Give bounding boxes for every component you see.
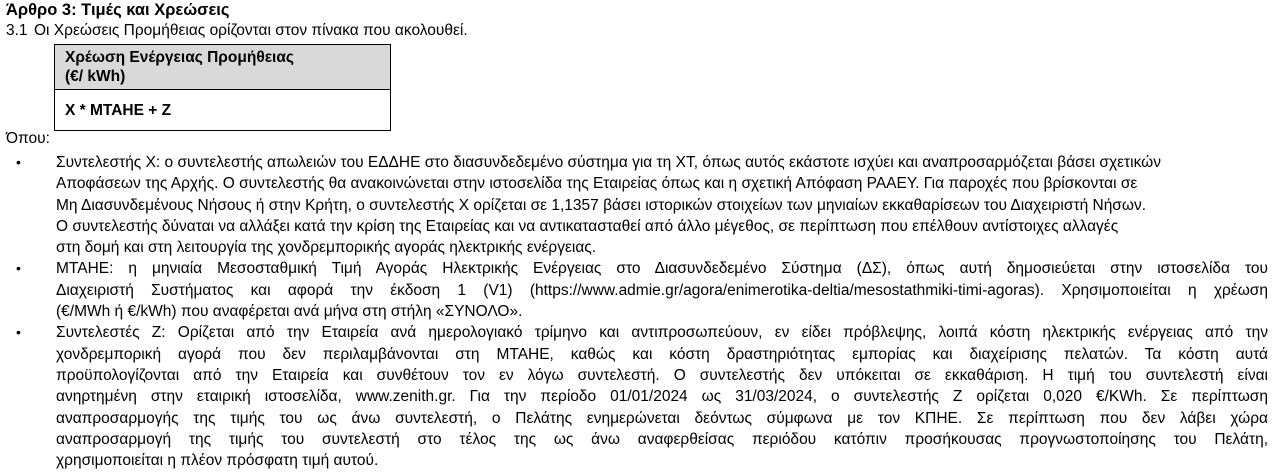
clause-text: Οι Χρεώσεις Προμήθειας ορίζονται στον πίνακα που ακολουθεί. xyxy=(34,22,468,39)
list-item-line: αναπροσαρμογή της τιμής του συντελεστή στο τέλος της ως άνω αναφερθείσας περιόδου κατόπιν προσήκουσας προγνωστοποίησης του Πελάτη, xyxy=(56,430,1268,448)
list-item xyxy=(0,258,1280,322)
clause-3-1 xyxy=(6,22,468,40)
clause-number: 3.1 xyxy=(6,22,28,39)
list-item-line: Ο συντελεστής δύναται να αλλάξει κατά την κρίση της Εταιρείας και να αντικατασταθεί από άλλο μέγεθος, σε περίπτωση που επέλθουν αντίστοιχες αλλαγές xyxy=(56,217,1119,235)
list-item-line: στη δομή και στη λειτουργία της χονδρεμπορικής αγοράς ηλεκτρικής ενέργειας. xyxy=(56,239,597,257)
list-item-line: Μη Διασυνδεμένους Νήσους ή στην Κρήτη, ο συντελεστής Χ ορίζεται σε 1,1357 βάσει ιστορικών στοιχείων των μηνιαίων εκκαθαρίσεων του Διαχειριστή Νήσων. xyxy=(56,196,1147,214)
list-item-line: χρησιμοποιείται η πλέον πρόσφατη τιμή αυτού. xyxy=(56,452,379,470)
bullet-icon: • xyxy=(16,324,21,341)
bullet-icon: • xyxy=(16,154,21,170)
list-item-line: Διαχειριστή Συστήματος και αφορά την έκδοση 1 (V1) (https://www.admie.gr/agora/enimerotika-deltia/mesostathmiki-timi-agoras). Χρησιμοποιείται η χρέωση xyxy=(56,281,1268,299)
list-item xyxy=(0,322,1280,471)
list-item-line: Αποφάσεων της Αρχής. Ο συντελεστής θα ανακοινώνεται στην ιστοσελίδα της Εταιρείας όπως και η σχετική Απόφαση ΡΑΑΕΥ. Για παροχές που βρίσκονται σε xyxy=(56,175,1138,193)
list-item-line: (€/MWh ή €/kWh) που αναφέρεται ανά μήνα στη στήλη «ΣΥΝΟΛΟ». xyxy=(56,303,523,321)
supply-charge-table xyxy=(54,44,391,131)
table-header-line1: Χρέωση Ενέργειας Προμήθειας xyxy=(65,49,294,66)
list-item-line: ανηρτημένη στην εταιρική ιστοσελίδα, www.zenith.gr. Για την περίοδο 01/01/2024 ως 31/03/2024, ο συντελεστής Ζ ορίζεται 0,020 €/KWh. Σε περίπτωση xyxy=(56,388,1268,406)
list-item-line: ΜΤΑΗΕ: η μηνιαία Μεσοσταθμική Τιμή Αγοράς Ηλεκτρικής Ενέργειας στο Διασυνδεδεμένο Σύστημα (ΔΣ), όπως αυτή δημοσιεύεται στην ιστοσελίδα του xyxy=(56,260,1268,278)
definitions-list xyxy=(0,152,1280,471)
list-item xyxy=(0,152,1280,258)
bullet-icon: • xyxy=(16,260,21,277)
article-heading: Άρθρο 3: Τιμές και Χρεώσεις xyxy=(6,1,230,19)
table-header-unit: (€/ kWh) xyxy=(65,68,126,85)
where-label: Όπου: xyxy=(6,130,50,147)
table-formula: X * ΜΤΑΗΕ + Ζ xyxy=(55,90,391,131)
list-item-line: προϋπολογίζονται από την Εταιρεία και συνθέτουν τον εν λόγω συντελεστή. Ο συντελεστής δεν υπόκειται σε εκκαθάριση. Η τιμή του συντελεστή είναι xyxy=(56,366,1268,384)
table-header xyxy=(55,45,391,90)
list-item-line: χονδρεμπορική αγορά που δεν περιλαμβάνονται στη ΜΤΑΗΕ, καθώς και κόστη δραστηριότητας εμπορίας και διαχείρισης πελατών. Τα κόστη αυτά xyxy=(56,345,1268,363)
list-item-line: Συντελεστής Χ: ο συντελεστής απωλειών του ΕΔΔΗΕ στο διασυνδεδεμένο σύστημα για τη ΧΤ, όπως αυτός εκάστοτε ισχύει και αναπροσαρμόζεται βάσει σχετικών xyxy=(56,154,1161,171)
list-item-line: αναπροσαρμογής της τιμής του ως άνω συντελεστή, ο Πελάτης ενημερώνεται δεόντως σύμφωνα με τον ΚΠΗΕ. Σε περίπτωση που δεν λάβει χώρα xyxy=(56,409,1268,427)
list-item-line: Συντελεστές Ζ: Ορίζεται από την Εταιρεία ανά ημερολογιακό τρίμηνο και αντιπροσωπεύουν, εν είδει πρόβλεψης, λοιπά κόστη ηλεκτρικής ενέργειας από την xyxy=(56,324,1268,342)
